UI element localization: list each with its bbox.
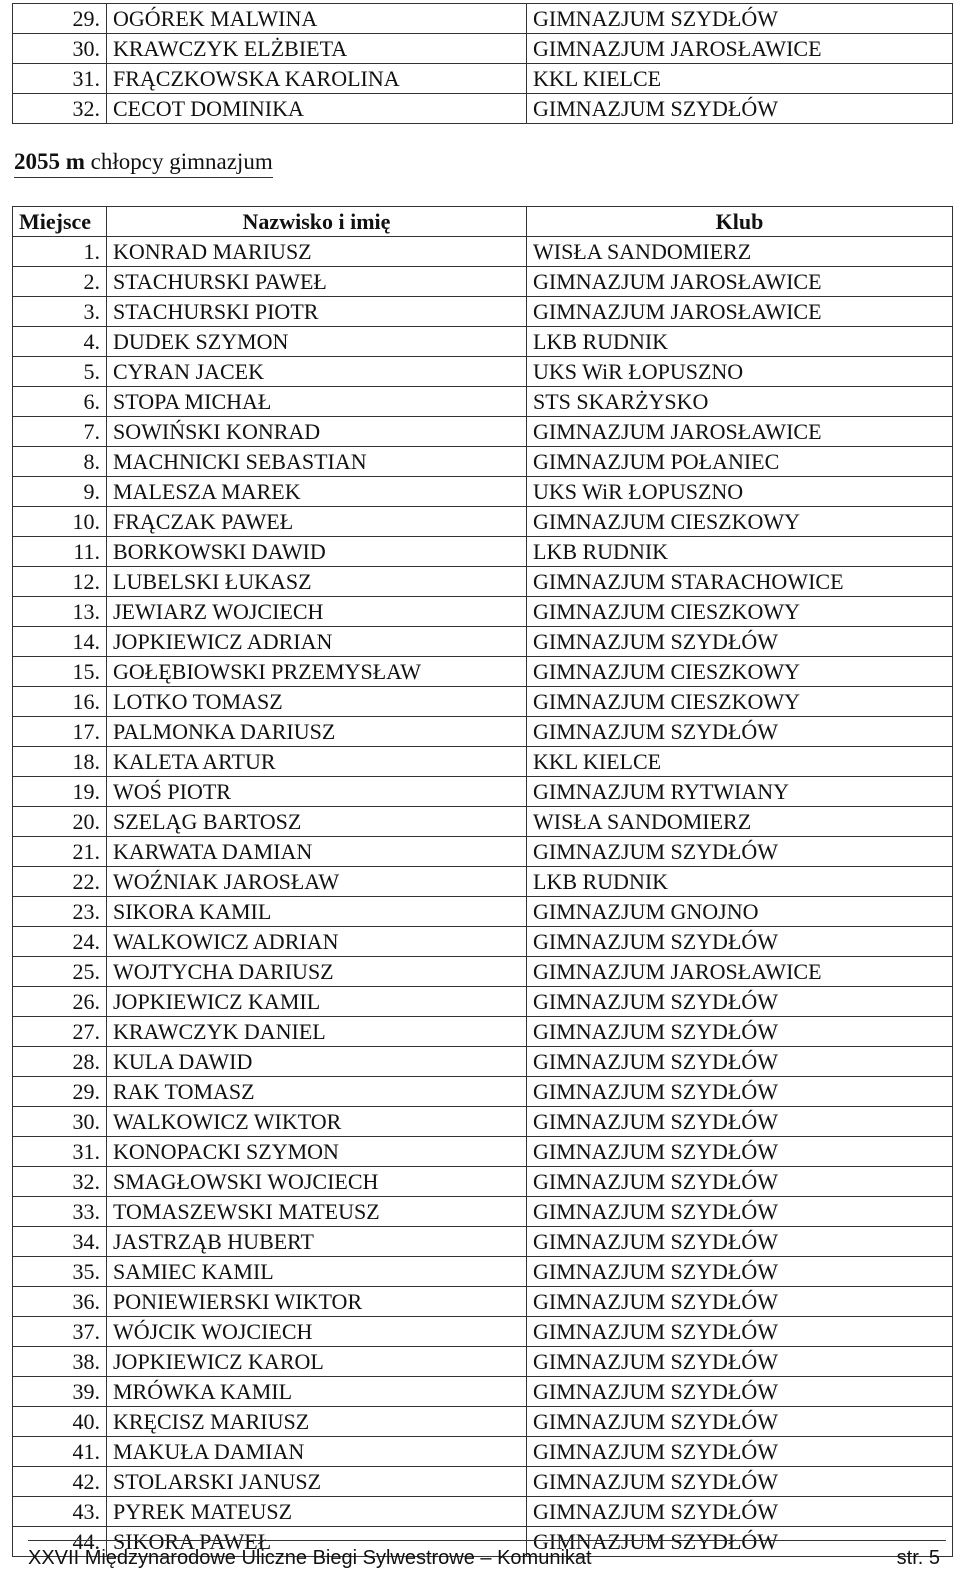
place-cell: 20. [13,807,107,837]
club-cell: GIMNAZJUM SZYDŁÓW [527,1017,953,1047]
table-row [13,837,953,867]
name-cell: CECOT DOMINIKA [107,94,527,124]
name-cell: JASTRZĄB HUBERT [107,1227,527,1257]
place-cell: 29. [13,1077,107,1107]
table-row [13,357,953,387]
place-cell: 5. [13,357,107,387]
club-cell: GIMNAZJUM GNOJNO [527,897,953,927]
name-cell: SIKORA PAWEŁ [107,1527,527,1557]
page-footer [28,1540,946,1573]
place-cell: 43. [13,1497,107,1527]
table-row [13,94,953,124]
club-cell: UKS WiR ŁOPUSZNO [527,357,953,387]
place-cell: 26. [13,987,107,1017]
club-cell: GIMNAZJUM SZYDŁÓW [527,1527,953,1557]
club-cell: GIMNAZJUM JAROSŁAWICE [527,417,953,447]
place-cell: 42. [13,1467,107,1497]
place-cell: 22. [13,867,107,897]
table-row [13,1077,953,1107]
club-cell: KKL KIELCE [527,747,953,777]
place-cell: 2. [13,267,107,297]
place-cell: 14. [13,627,107,657]
club-cell: KKL KIELCE [527,64,953,94]
table-row [13,537,953,567]
name-cell: SZELĄG BARTOSZ [107,807,527,837]
table-row [13,237,953,267]
footer-page-number: str. 5 [896,1547,940,1569]
club-cell: WISŁA SANDOMIERZ [527,237,953,267]
place-cell: 13. [13,597,107,627]
table-row [13,1377,953,1407]
club-cell: GIMNAZJUM SZYDŁÓW [527,1107,953,1137]
place-cell: 11. [13,537,107,567]
section-distance: 2055 m [14,149,85,174]
name-cell: KARWATA DAMIAN [107,837,527,867]
column-header-club: Klub [527,207,953,237]
place-cell: 23. [13,897,107,927]
table-row [13,477,953,507]
place-cell: 32. [13,94,107,124]
name-cell: STOLARSKI JANUSZ [107,1467,527,1497]
place-cell: 18. [13,747,107,777]
place-cell: 12. [13,567,107,597]
name-cell: WOŚ PIOTR [107,777,527,807]
name-cell: CYRAN JACEK [107,357,527,387]
name-cell: SIKORA KAMIL [107,897,527,927]
place-cell: 1. [13,237,107,267]
club-cell: GIMNAZJUM SZYDŁÓW [527,1137,953,1167]
place-cell: 7. [13,417,107,447]
place-cell: 30. [13,34,107,64]
club-cell: GIMNAZJUM SZYDŁÓW [527,837,953,867]
club-cell: GIMNAZJUM SZYDŁÓW [527,1047,953,1077]
club-cell: GIMNAZJUM SZYDŁÓW [527,1197,953,1227]
club-cell: GIMNAZJUM SZYDŁÓW [527,1167,953,1197]
table-row [13,927,953,957]
club-cell: GIMNAZJUM CIESZKOWY [527,597,953,627]
club-cell: GIMNAZJUM JAROSŁAWICE [527,267,953,297]
name-cell: KULA DAWID [107,1047,527,1077]
name-cell: JEWIARZ WOJCIECH [107,597,527,627]
club-cell: GIMNAZJUM SZYDŁÓW [527,1257,953,1287]
section-category: chłopcy gimnazjum [84,149,273,174]
place-cell: 34. [13,1227,107,1257]
name-cell: STACHURSKI PIOTR [107,297,527,327]
place-cell: 27. [13,1017,107,1047]
place-cell: 31. [13,64,107,94]
club-cell: GIMNAZJUM SZYDŁÓW [527,1467,953,1497]
table-row [13,4,953,34]
club-cell: GIMNAZJUM SZYDŁÓW [527,1077,953,1107]
table-row [13,807,953,837]
table-row [13,387,953,417]
table-row [13,297,953,327]
table-row [13,717,953,747]
table-row [13,777,953,807]
name-cell: SAMIEC KAMIL [107,1257,527,1287]
column-header-place: Miejsce [13,207,107,237]
club-cell: GIMNAZJUM SZYDŁÓW [527,1287,953,1317]
name-cell: PYREK MATEUSZ [107,1497,527,1527]
name-cell: OGÓREK MALWINA [107,4,527,34]
place-cell: 10. [13,507,107,537]
place-cell: 38. [13,1347,107,1377]
name-cell: TOMASZEWSKI MATEUSZ [107,1197,527,1227]
place-cell: 35. [13,1257,107,1287]
place-cell: 15. [13,657,107,687]
column-header-name: Nazwisko i imię [107,207,527,237]
place-cell: 24. [13,927,107,957]
section-title [14,148,273,178]
place-cell: 21. [13,837,107,867]
results-table-body [13,237,953,1557]
place-cell: 17. [13,717,107,747]
name-cell: MAKUŁA DAMIAN [107,1437,527,1467]
club-cell: UKS WiR ŁOPUSZNO [527,477,953,507]
place-cell: 8. [13,447,107,477]
name-cell: KONRAD MARIUSZ [107,237,527,267]
name-cell: KALETA ARTUR [107,747,527,777]
place-cell: 44. [13,1527,107,1557]
place-cell: 32. [13,1167,107,1197]
table-header-row [13,207,953,237]
place-cell: 41. [13,1437,107,1467]
table-row [13,1347,953,1377]
table-row [13,567,953,597]
name-cell: BORKOWSKI DAWID [107,537,527,567]
place-cell: 28. [13,1047,107,1077]
table-row [13,267,953,297]
name-cell: PONIEWIERSKI WIKTOR [107,1287,527,1317]
name-cell: KRAWCZYK ELŻBIETA [107,34,527,64]
club-cell: GIMNAZJUM CIESZKOWY [527,687,953,717]
table-row [13,1167,953,1197]
table-row [13,957,953,987]
place-cell: 3. [13,297,107,327]
table-row [13,1017,953,1047]
place-cell: 30. [13,1107,107,1137]
table-row [13,1497,953,1527]
name-cell: WALKOWICZ ADRIAN [107,927,527,957]
club-cell: GIMNAZJUM JAROSŁAWICE [527,34,953,64]
place-cell: 4. [13,327,107,357]
club-cell: GIMNAZJUM SZYDŁÓW [527,927,953,957]
table-row [13,417,953,447]
club-cell: WISŁA SANDOMIERZ [527,807,953,837]
club-cell: LKB RUDNIK [527,327,953,357]
name-cell: LOTKO TOMASZ [107,687,527,717]
club-cell: GIMNAZJUM JAROSŁAWICE [527,957,953,987]
name-cell: LUBELSKI ŁUKASZ [107,567,527,597]
name-cell: MALESZA MAREK [107,477,527,507]
results-table-continued-body [13,4,953,124]
club-cell: GIMNAZJUM SZYDŁÓW [527,1227,953,1257]
table-row [13,1137,953,1167]
table-row [13,1047,953,1077]
name-cell: MRÓWKA KAMIL [107,1377,527,1407]
club-cell: GIMNAZJUM RYTWIANY [527,777,953,807]
table-row [13,64,953,94]
table-row [13,1407,953,1437]
table-row [13,1197,953,1227]
place-cell: 25. [13,957,107,987]
name-cell: WOJTYCHA DARIUSZ [107,957,527,987]
club-cell: GIMNAZJUM SZYDŁÓW [527,717,953,747]
table-row [13,1257,953,1287]
table-row [13,687,953,717]
club-cell: STS SKARŻYSKO [527,387,953,417]
place-cell: 19. [13,777,107,807]
club-cell: GIMNAZJUM JAROSŁAWICE [527,297,953,327]
name-cell: WOŹNIAK JAROSŁAW [107,867,527,897]
table-row [13,1107,953,1137]
club-cell: GIMNAZJUM SZYDŁÓW [527,1347,953,1377]
club-cell: GIMNAZJUM SZYDŁÓW [527,1407,953,1437]
name-cell: STOPA MICHAŁ [107,387,527,417]
place-cell: 36. [13,1287,107,1317]
table-row [13,897,953,927]
club-cell: GIMNAZJUM SZYDŁÓW [527,94,953,124]
club-cell: GIMNAZJUM SZYDŁÓW [527,1437,953,1467]
name-cell: SOWIŃSKI KONRAD [107,417,527,447]
place-cell: 33. [13,1197,107,1227]
table-row [13,1227,953,1257]
club-cell: GIMNAZJUM SZYDŁÓW [527,1317,953,1347]
table-row [13,657,953,687]
footer-event-title: XXVII Międzynarodowe Uliczne Biegi Sylwestrowe – Komunikat [28,1547,592,1569]
name-cell: KRĘCISZ MARIUSZ [107,1407,527,1437]
name-cell: DUDEK SZYMON [107,327,527,357]
table-row [13,747,953,777]
name-cell: WÓJCIK WOJCIECH [107,1317,527,1347]
name-cell: MACHNICKI SEBASTIAN [107,447,527,477]
place-cell: 9. [13,477,107,507]
club-cell: GIMNAZJUM CIESZKOWY [527,507,953,537]
name-cell: KRAWCZYK DANIEL [107,1017,527,1047]
place-cell: 31. [13,1137,107,1167]
name-cell: STACHURSKI PAWEŁ [107,267,527,297]
place-cell: 6. [13,387,107,417]
club-cell: LKB RUDNIK [527,867,953,897]
place-cell: 16. [13,687,107,717]
results-table-continued [12,3,953,124]
club-cell: GIMNAZJUM SZYDŁÓW [527,627,953,657]
place-cell: 40. [13,1407,107,1437]
name-cell: JOPKIEWICZ KAMIL [107,987,527,1017]
club-cell: LKB RUDNIK [527,537,953,567]
club-cell: GIMNAZJUM SZYDŁÓW [527,4,953,34]
table-row [13,627,953,657]
table-row [13,987,953,1017]
table-row [13,507,953,537]
club-cell: GIMNAZJUM POŁANIEC [527,447,953,477]
name-cell: FRĄCZKOWSKA KAROLINA [107,64,527,94]
club-cell: GIMNAZJUM SZYDŁÓW [527,1377,953,1407]
name-cell: RAK TOMASZ [107,1077,527,1107]
name-cell: FRĄCZAK PAWEŁ [107,507,527,537]
club-cell: GIMNAZJUM SZYDŁÓW [527,987,953,1017]
name-cell: KONOPACKI SZYMON [107,1137,527,1167]
table-row [13,447,953,477]
results-table [12,206,953,1557]
table-row [13,1437,953,1467]
table-row [13,327,953,357]
name-cell: SMAGŁOWSKI WOJCIECH [107,1167,527,1197]
club-cell: GIMNAZJUM SZYDŁÓW [527,1497,953,1527]
table-row [13,1467,953,1497]
name-cell: JOPKIEWICZ ADRIAN [107,627,527,657]
name-cell: JOPKIEWICZ KAROL [107,1347,527,1377]
place-cell: 29. [13,4,107,34]
table-row [13,867,953,897]
name-cell: PALMONKA DARIUSZ [107,717,527,747]
name-cell: GOŁĘBIOWSKI PRZEMYSŁAW [107,657,527,687]
place-cell: 37. [13,1317,107,1347]
table-row [13,597,953,627]
table-row [13,1317,953,1347]
table-row [13,34,953,64]
name-cell: WALKOWICZ WIKTOR [107,1107,527,1137]
table-row [13,1287,953,1317]
place-cell: 39. [13,1377,107,1407]
club-cell: GIMNAZJUM CIESZKOWY [527,657,953,687]
club-cell: GIMNAZJUM STARACHOWICE [527,567,953,597]
